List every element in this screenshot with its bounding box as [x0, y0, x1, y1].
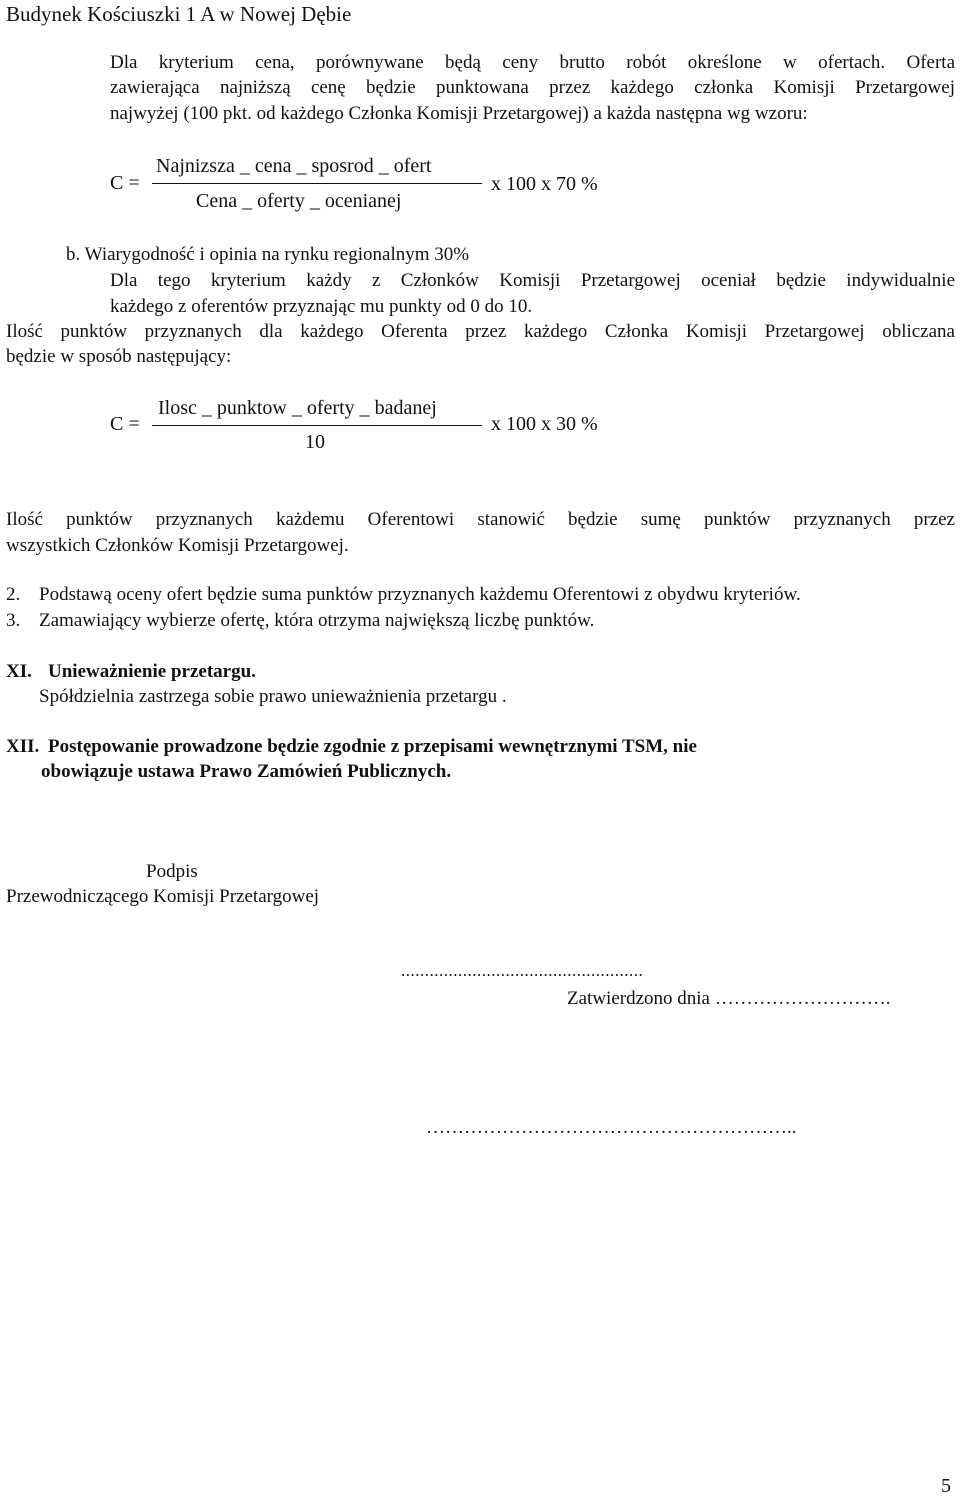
reliability-heading: b. Wiarygodność i opinia na rynku regionalnym 30%: [66, 244, 470, 265]
list-item-number: 2.: [6, 584, 21, 605]
page-title: Budynek Kościuszki 1 A w Nowej Dębie: [6, 2, 352, 26]
formula-multiplier: x 100 x 30 %: [491, 413, 598, 435]
formula-numerator: Najnizsza _ cena _ sposrod _ ofert: [156, 155, 432, 177]
formula-multiplier: x 100 x 70 %: [491, 173, 598, 195]
sum-points-line2: wszystkich Członków Komisji Przetargowej.: [6, 535, 349, 556]
section-xii-line2: obowiązuje ustawa Prawo Zamówień Publicznych.: [41, 761, 452, 782]
section-xii-number: XII.: [6, 736, 40, 757]
approval-signature-dots: …………………………………………………..: [426, 1117, 797, 1138]
page-number: 5: [941, 1475, 951, 1497]
formula-denominator: Cena _ oferty _ ocenianej: [196, 190, 402, 212]
points-calc-line2: będzie w sposób następujący:: [6, 346, 232, 367]
list-item-text: Zamawiający wybierze ofertę, która otrzyma największą liczbę punktów.: [39, 610, 595, 631]
formula-lhs: C =: [110, 172, 140, 194]
signature-dots: ...................................................: [401, 961, 644, 980]
section-xii-line1: Postępowanie prowadzone będzie zgodnie z przepisami wewnętrznymi TSM, nie: [48, 736, 697, 757]
price-criterion-line3: najwyżej (100 pkt. od każdego Członka Komisji Przetargowej) a każda następna wg wzoru:: [110, 103, 808, 124]
signature-label: Podpis: [146, 861, 198, 882]
formula-denominator: 10: [305, 431, 325, 453]
fraction-bar: [152, 183, 482, 184]
reliability-line2: każdego z oferentów przyznając mu punkty od 0 do 10.: [110, 296, 533, 317]
formula-numerator: Ilosc _ punktow _ oferty _ badanej: [158, 397, 437, 419]
section-xi-number: XI.: [6, 661, 32, 682]
formula-lhs: C =: [110, 413, 140, 435]
list-item-number: 3.: [6, 610, 21, 631]
sum-points-line1: Ilość punktów przyznanych każdemu Oferentowi stanowić będzie sumę punktów przyznanych przez: [6, 509, 955, 530]
section-xi-title: Unieważnienie przetargu.: [48, 661, 256, 682]
price-criterion-line2: zawierająca najniższą cenę będzie punktowana przez każdego członka Komisji Przetargowej: [110, 77, 955, 98]
list-item-text: Podstawą oceny ofert będzie suma punktów przyznanych każdemu Oferentowi z obydwu kryteriów.: [39, 584, 801, 605]
reliability-line1: Dla tego kryterium każdy z Członków Komisji Przetargowej oceniał będzie indywidualnie: [110, 270, 955, 291]
approval-date: Zatwierdzono dnia ……………………….: [567, 988, 891, 1009]
section-xi-text: Spółdzielnia zastrzega sobie prawo unieważnienia przetargu .: [39, 686, 507, 707]
price-criterion-line1: Dla kryterium cena, porównywane będą ceny brutto robót określone w ofertach. Oferta: [110, 52, 955, 73]
signature-role: Przewodniczącego Komisji Przetargowej: [6, 886, 320, 907]
fraction-bar: [152, 425, 482, 426]
points-calc-line1: Ilość punktów przyznanych dla każdego Oferenta przez każdego Członka Komisji Przetargowej obliczana: [6, 321, 955, 342]
